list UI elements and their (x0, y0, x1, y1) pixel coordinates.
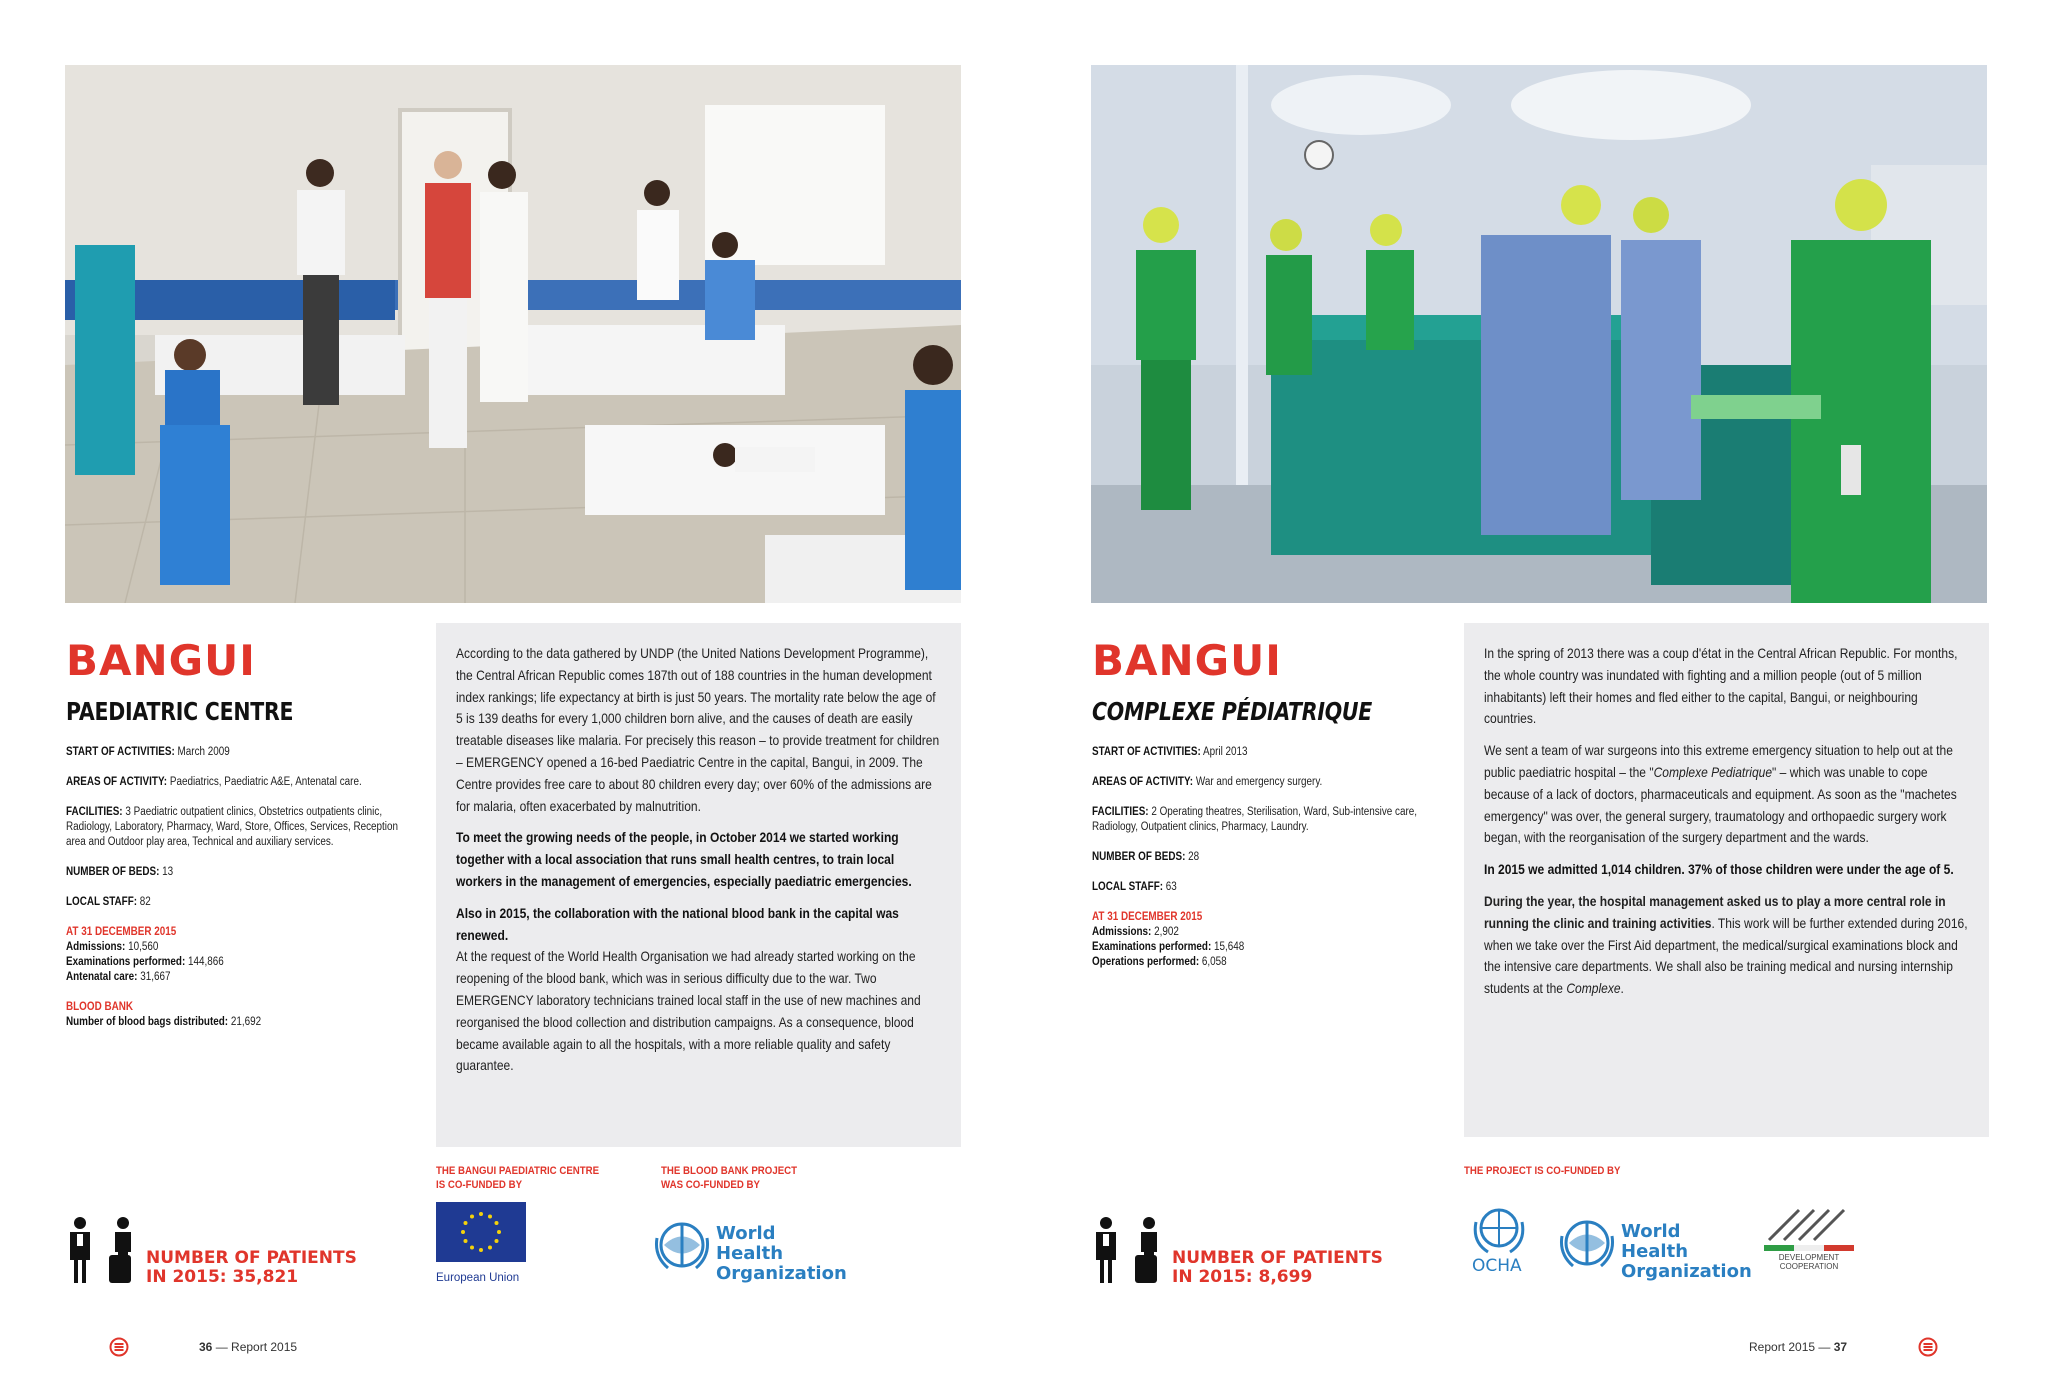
patients-value: IN 2015: 8,699 (1172, 1267, 1313, 1287)
paragraph: In the spring of 2013 there was a coup d'état in the Central African Republic. For months, the whole country was inundated with fighting and a million people (out of 5 million inhabitants) left their homes and fled either to the capital, Bangui, or neighbouring countries. (1484, 645, 1958, 727)
surgery-photo (1091, 65, 1987, 603)
patients-value: IN 2015: 35,821 (146, 1267, 299, 1287)
fact-facilities: FACILITIES: 2 Operating theatres, Sterilisation, Ward, Sub-intensive care, Radiology, Outpatient clinics, Pharmacy, Laundry. (1092, 806, 1418, 833)
city-title: BANGUI (66, 636, 256, 685)
ocha-logo (1464, 1200, 1534, 1295)
who-name-l2: Organization (716, 1263, 847, 1284)
page-footer: 36 — Report 2015 (199, 1340, 298, 1354)
fact-areas: AREAS OF ACTIVITY: Paediatrics, Paediatric A&E, Antenatal care. (66, 776, 362, 788)
fact-staff: LOCAL STAFF: 63 (1092, 881, 1177, 893)
dev-cooperation-name: DEVELOPMENT COOPERATION (1778, 1253, 1840, 1271)
funder-label: THE PROJECT IS CO-FUNDED BY (1464, 1165, 1621, 1177)
patients-counter (1092, 1215, 1383, 1287)
fact-start: START OF ACTIVITIES: April 2013 (1092, 746, 1248, 758)
paragraph: At the request of the World Health Organisation we had already started working on the reopening of the blood bank, which was in serious difficulty due to the war. Two EMERGENCY laboratory technicians trained local staff in the use of new machines and reorganised the blood collection and distribution campaigns. As a consequence, blood became available again to all the hospitals, with a more reliable quality and safety guarantee. (456, 948, 921, 1074)
emergency-logo-icon (109, 1337, 129, 1357)
text-panel (1464, 623, 1989, 1137)
fact-bloodbank: BLOOD BANK Number of blood bags distributed: 21,692 (66, 1001, 262, 1028)
facts-column (1092, 745, 1436, 985)
patients-label: NUMBER OF PATIENTS (146, 1248, 357, 1268)
funder-label-eu: THE BANGUI PAEDIATRIC CENTRE IS CO-FUNDED BY (436, 1165, 600, 1191)
eu-label: European Union (436, 1272, 520, 1284)
who-logo (1559, 1216, 1752, 1282)
patients-counter (66, 1215, 357, 1287)
centre-subtitle: COMPLEXE PÉDIATRIQUE (1092, 697, 1373, 726)
who-logo (654, 1218, 847, 1284)
funder-label-who: THE BLOOD BANK PROJECT WAS CO-FUNDED BY (661, 1165, 798, 1191)
fact-stats: AT 31 DECEMBER 2015 Admissions: 2,902 Examinations performed: 15,648 Operations performed: 6,058 (1092, 911, 1245, 968)
fact-stats: AT 31 DECEMBER 2015 Admissions: 10,560 Examinations performed: 144,866 Antenatal care: 31,667 (66, 926, 224, 983)
who-name-l1: World Health (1621, 1221, 1689, 1262)
fact-beds: NUMBER OF BEDS: 13 (66, 866, 174, 878)
ward-photo (65, 65, 961, 603)
fact-beds: NUMBER OF BEDS: 28 (1092, 851, 1200, 863)
fact-start: START OF ACTIVITIES: March 2009 (66, 746, 230, 758)
patients-label: NUMBER OF PATIENTS (1172, 1248, 1383, 1268)
fact-areas: AREAS OF ACTIVITY: War and emergency surgery. (1092, 776, 1323, 788)
dev-cooperation-logo (1759, 1195, 1859, 1275)
paragraph: In 2015 we admitted 1,014 children. 37% of those children were under the age of 5. (1484, 861, 1954, 878)
city-title: BANGUI (1092, 636, 1282, 685)
doctor-patient-icon (1092, 1215, 1167, 1285)
paragraph: To meet the growing needs of the people, in October 2014 we started working together with a local association that runs small health centres, to train local workers in the management of emergencies, especially paediatric emergencies. (456, 829, 912, 889)
facts-column (66, 745, 410, 1045)
fact-staff: LOCAL STAFF: 82 (66, 896, 151, 908)
page-37 (1024, 0, 2048, 1390)
page-footer: Report 2015 — 37 (1749, 1340, 1848, 1354)
eu-flag-logo (436, 1202, 526, 1262)
text-panel (436, 623, 961, 1147)
emergency-logo-icon (1918, 1337, 1938, 1357)
fact-facilities: FACILITIES: 3 Paediatric outpatient clinics, Obstetrics outpatients clinic, Radiology, Laboratory, Pharmacy, Ward, Store, Offices, Services, Reception area and Outdoor play area, Technical and auxiliary services. (66, 806, 399, 848)
ocha-name: OCHA (1472, 1256, 1522, 1276)
centre-subtitle: PAEDIATRIC CENTRE (66, 697, 294, 726)
doctor-patient-icon (66, 1215, 141, 1285)
paragraph: Also in 2015, the collaboration with the national blood bank in the capital was renewed. (456, 904, 899, 943)
paragraph: We sent a team of war surgeons into this extreme emergency situation to help out at the public paediatric hospital – the "Complexe Pediatrique" – which was unable to cope because of a lack of doctors, pharmaceuticals and equipment. As soon as the "machetes emergency" was over, the general surgery, traumatology and orthopaedic surgery work began, with the reorganisation of the surgery department and the wards. (1484, 742, 1957, 846)
paragraph: During the year, the hospital management asked us to play a more central role in running the clinic and training activities. This work will be further extended during 2016, when we take over the First Aid department, the medical/surgical examinations block and the intensive care departments. We shall also be training medical and nursing internship students at the Complexe. (1484, 892, 1968, 997)
paragraph: According to the data gathered by UNDP (the United Nations Development Programme), the Central African Republic comes 187th out of 188 countries in the human development index rankings; life expectancy at birth is just 50 years. The mortality rate below the age of 5 is 139 deaths for every 1,000 children born alive, and the causes of death are easily treatable diseases like malaria. For precisely this reason – to provide treatment for children – EMERGENCY opened a 16-bed Paediatric Centre in the capital, Bangui, in 2009. The Centre provides free care to about 80 children every day; over 60% of the admissions are for malaria, often exacerbated by malnutrition. (456, 645, 940, 814)
who-name-l2: Organization (1621, 1261, 1752, 1282)
who-name-l1: World Health (716, 1223, 784, 1264)
